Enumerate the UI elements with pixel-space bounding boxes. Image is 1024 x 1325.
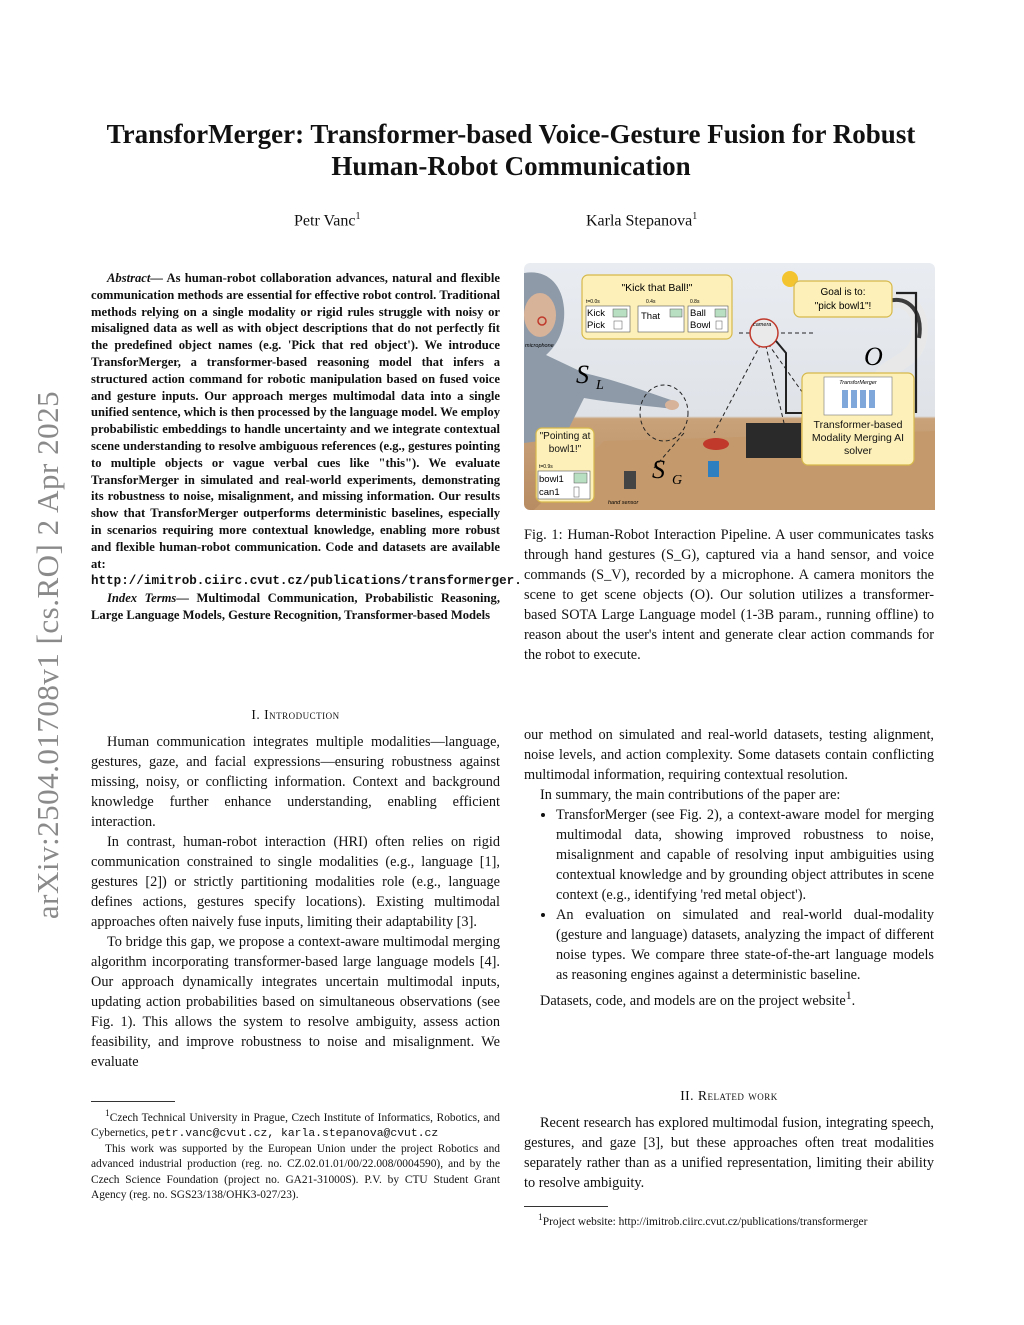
intro-paragraph-4: In summary, the main contributions of the paper are:: [540, 787, 841, 803]
s-l-symbol: S: [576, 360, 589, 389]
author-2: [586, 211, 697, 230]
scene-objects-symbol: O: [864, 342, 883, 371]
gesture-bowl1: bowl1: [539, 474, 564, 485]
intro-paragraph-5: [524, 985, 934, 1011]
footnote-marker: 1: [845, 988, 852, 1002]
solver-label-container: [804, 419, 912, 465]
related-paragraph-1: Recent research has explored multimodal fusion, integrating speech, gestures, and gaze [3], but these approaches often treat modalities separately rather than as a unified representation, limiting their ability to resolve ambiguity.: [524, 1115, 934, 1191]
footnote-rule-right: [524, 1206, 608, 1207]
microphone-label: microphone: [525, 343, 554, 349]
abstract-label: Abstract: [107, 271, 151, 285]
sentence-end: .: [851, 992, 856, 1009]
goal-command: "pick bowl1"!: [814, 301, 872, 312]
solver-label: Transformer-based Modality Merging AI solver: [811, 419, 905, 457]
s-g-symbol: S: [652, 455, 665, 484]
project-website-link[interactable]: Project website: http://imitrob.ciirc.cvut.cz/publications/transformerger: [542, 1215, 868, 1228]
word-ball: Ball: [690, 308, 706, 319]
footnote-project-website: [524, 1211, 934, 1230]
caption-text: Human-Robot Interaction Pipeline. A user communicates tasks through hand gestures (S_G), captured via a hand sensor, and voice commands (S_V), recorded by a microphone. A camera monitors the scene to get scene objects (O). Our solution utilizes a transformer-based SOTA Large Language model (1-3B param., running offline) to reason about the user's intent and generate clear action commands for the robot to execute.: [524, 527, 934, 663]
section-heading-related-work: [524, 1088, 934, 1104]
hand-sensor-label: hand sensor: [608, 500, 639, 506]
index-terms-label: Index Terms: [107, 591, 177, 606]
website-sentence: Datasets, code, and models are on the project website: [540, 992, 846, 1009]
speech-time-2: 0.8s: [690, 299, 700, 305]
figure-1: [524, 263, 935, 510]
arxiv-watermark: arXiv:2504.01708v1 [cs.RO] 2 Apr 2025: [30, 390, 66, 920]
word-that: That: [641, 311, 661, 322]
intro-paragraph-1: Human communication integrates multiple modalities—language, gestures, gaze, and facial expressions—ensuring robustness against missing, noisy, or conflicting information. Context and background knowledge further enhance understanding, enabling efficient interaction.: [91, 734, 500, 830]
blue-can-object: [708, 461, 719, 477]
person-head: [524, 293, 556, 337]
related-work-text: [524, 1113, 934, 1193]
red-bowl-object: [703, 438, 729, 450]
word-pick: Pick: [587, 320, 605, 331]
can1-probability-bar: [574, 487, 579, 497]
author-emails: petr.vanc@cvut.cz, karla.stepanova@cvut.cz: [151, 1128, 439, 1140]
caption-label: Fig. 1:: [524, 527, 563, 543]
author-affil: 1: [355, 211, 361, 222]
index-terms-text: Multimodal Communication, Probabilistic Reasoning, Large Language Models, Gesture Recognition, Transformer-based Models: [91, 591, 500, 622]
intro-right-column: [524, 725, 934, 1011]
pointing-time: t=0.9s: [539, 464, 553, 470]
camera-label: camera: [753, 322, 772, 328]
speech-time-1: 0.4s: [646, 299, 656, 305]
contribution-item: • TransforMerger (see Fig. 2), a context-aware model for merging multimodal data, showing improved robustness to noise, misalignment and capable of resolving input ambiguities using contextual knowledge and by grounding object attributes in scene context (e.g., identifying 'red metal object').: [556, 805, 934, 905]
contribution-item: • An evaluation on simulated and real-world dual-modality (gesture and language) datasets, analyzing the impact of different noise types. We compare three state-of-the-art language models as reasoning engines against a deterministic baseline.: [556, 905, 934, 985]
author-affil: 1: [692, 211, 698, 222]
hand-sensor-device: [624, 471, 636, 489]
speech-time-0: t=0.0s: [586, 299, 600, 305]
s-g-subscript: G: [672, 473, 683, 488]
pointing-hand: [665, 400, 679, 410]
intro-left-column: [91, 732, 500, 1072]
intro-paragraph-3: To bridge this gap, we propose a context-aware multimodal merging algorithm incorporating transformer-based large language models [4]. Our approach dynamically integrates uncertain multimodal inputs, updating action probabilities based on simultaneous observations (see Fig. 1). This allows the system to resolve ambiguity, assess action feasibility, and improve robustness to noise and misalignment. We evaluate: [91, 934, 500, 1070]
author-1: [294, 211, 360, 230]
word-bowl: Bowl: [690, 320, 711, 331]
abstract-text: As human-robot collaboration advances, natural and flexible communication methods are essential for effective robot control. Traditional methods relying on a single modality or rigid rules struggle with noisy or misaligned data as well as with object descriptions that do not perfectly fit the predefined object names (e.g. 'Pick that red object'). We introduce TransforMerger, a transformer-based reasoning model that infers a structured action command for robotic manipulation based on fused voice and gesture inputs. Our approach merges multimodal data into a single unified sentence, which is then processed by the language model. We employ probabilistic embeddings to handle uncertainty and we integrate contextual scene understanding to resolve ambiguous references (e.g., gestures pointing to multiple objects or vague verbal cues like "this"). We evaluate TransforMerger in simulated and real-world experiments, demonstrating its robustness to noise, misalignment, and missing information. Our results show that TransforMerger outperforms deterministic baselines, especially in scenarios requiring more contextual knowledge, enabling more robust and flexible human-robot communication. Code and datasets are available at:: [91, 271, 500, 571]
footnote-marker: 1: [105, 1109, 110, 1119]
black-box-object: [746, 423, 801, 458]
figure-1-caption: [524, 525, 934, 665]
speech-bubble-text: "Kick that Ball!": [621, 282, 693, 294]
word-kick: Kick: [587, 308, 605, 319]
footnote-affiliation-text: Czech Technical University in Prague, Czech Institute of Informatics, Robotics, and Cybernetics,: [91, 1111, 500, 1139]
intro-paragraph-3-continued: our method on simulated and real-world datasets, testing alignment, noise levels, and action complexity. Some datasets contain conflicting multimodal information, requiring contextual resolution.: [524, 727, 934, 783]
section-title: Related work: [697, 1088, 778, 1103]
code-link[interactable]: http://imitrob.ciirc.cvut.cz/publications/transformerger.: [91, 574, 522, 589]
section-number: II.: [680, 1088, 695, 1103]
pointing-text-container: [537, 430, 593, 460]
contributions-list: [524, 805, 934, 985]
section-number: I.: [251, 707, 261, 722]
section-title: Introduction: [264, 707, 340, 722]
footnote-marker: 1: [538, 1213, 543, 1223]
section-heading-introduction: [91, 707, 500, 723]
goal-text: Goal is to:: [820, 287, 866, 298]
footnote-funding: This work was supported by the European Union under the project Robotics and advanced industrial production (reg. no. CZ.02.01.01/00/22.008/0004590), and by the Czech Science Foundation (project no. GA21-31000S). P.V. by CTU Student Grant Agency (reg. no. SGS23/138/OHK3-027/23).: [91, 1143, 500, 1201]
author-name: Petr Vanc: [294, 212, 356, 230]
abstract: Abstract— As human-robot collaboration advances, natural and flexible communication methods are essential for effective robot control. Traditional methods relying on a single modality or rigid rules struggle with noisy or misaligned data as well as with object descriptions that do not perfectly fit the predefined object names (e.g. 'Pick that red object'). We introduce TransforMerger, a transformer-based reasoning model that infers a structured action command for robotic manipulation based on fused voice and gesture inputs. Our approach merges multimodal data into a single unified sentence, which is then processed by the language model. We employ probabilistic embeddings to handle uncertainty and we integrate contextual scene understanding to resolve ambiguous references (e.g., gestures pointing to multiple objects or vague verbal cues like "this"). We evaluate TransforMerger in simulated and real-world experiments, demonstrating its robustness to noise, misalignment, and missing information. Our results show that TransforMerger outperforms deterministic baselines, especially in scenarios requiring more contextual knowledge, enabling more robust and flexible human-robot communication. Code and datasets are available at: http://imitrob.ciirc.cvut.cz/publications/transformerger. Index Terms— Multimodal Communication, Probabilistic Reasoning, Large Language Models, Gesture Recognition, Transformer-based Models: [91, 271, 522, 622]
footnotes-left: [91, 1107, 500, 1203]
author-name: Karla Stepanova: [586, 212, 693, 230]
intro-paragraph-2: In contrast, human-robot interaction (HRI) often relies on rigid communication constrained to single modalities (e.g., language [1], gestures [2]) or strictly partitioning modalities role (e.g., language defines actions, gestures specify locations). Existing multimodal approaches often naively fuse inputs, limiting their adaptability [3].: [91, 834, 500, 930]
paper-title: TransforMerger: Transformer-based Voice-Gesture Fusion for Robust Human-Robot Communication: [106, 119, 916, 181]
gesture-can1: can1: [539, 487, 560, 498]
bowl1-probability-bar: [574, 473, 587, 483]
footnote-rule: [91, 1101, 175, 1102]
s-l-subscript: L: [596, 378, 604, 393]
pointing-text: "Pointing at bowl1!": [539, 431, 591, 455]
transformerger-label: TransforMerger: [839, 380, 877, 386]
footnote-affiliation: [91, 1107, 500, 1142]
